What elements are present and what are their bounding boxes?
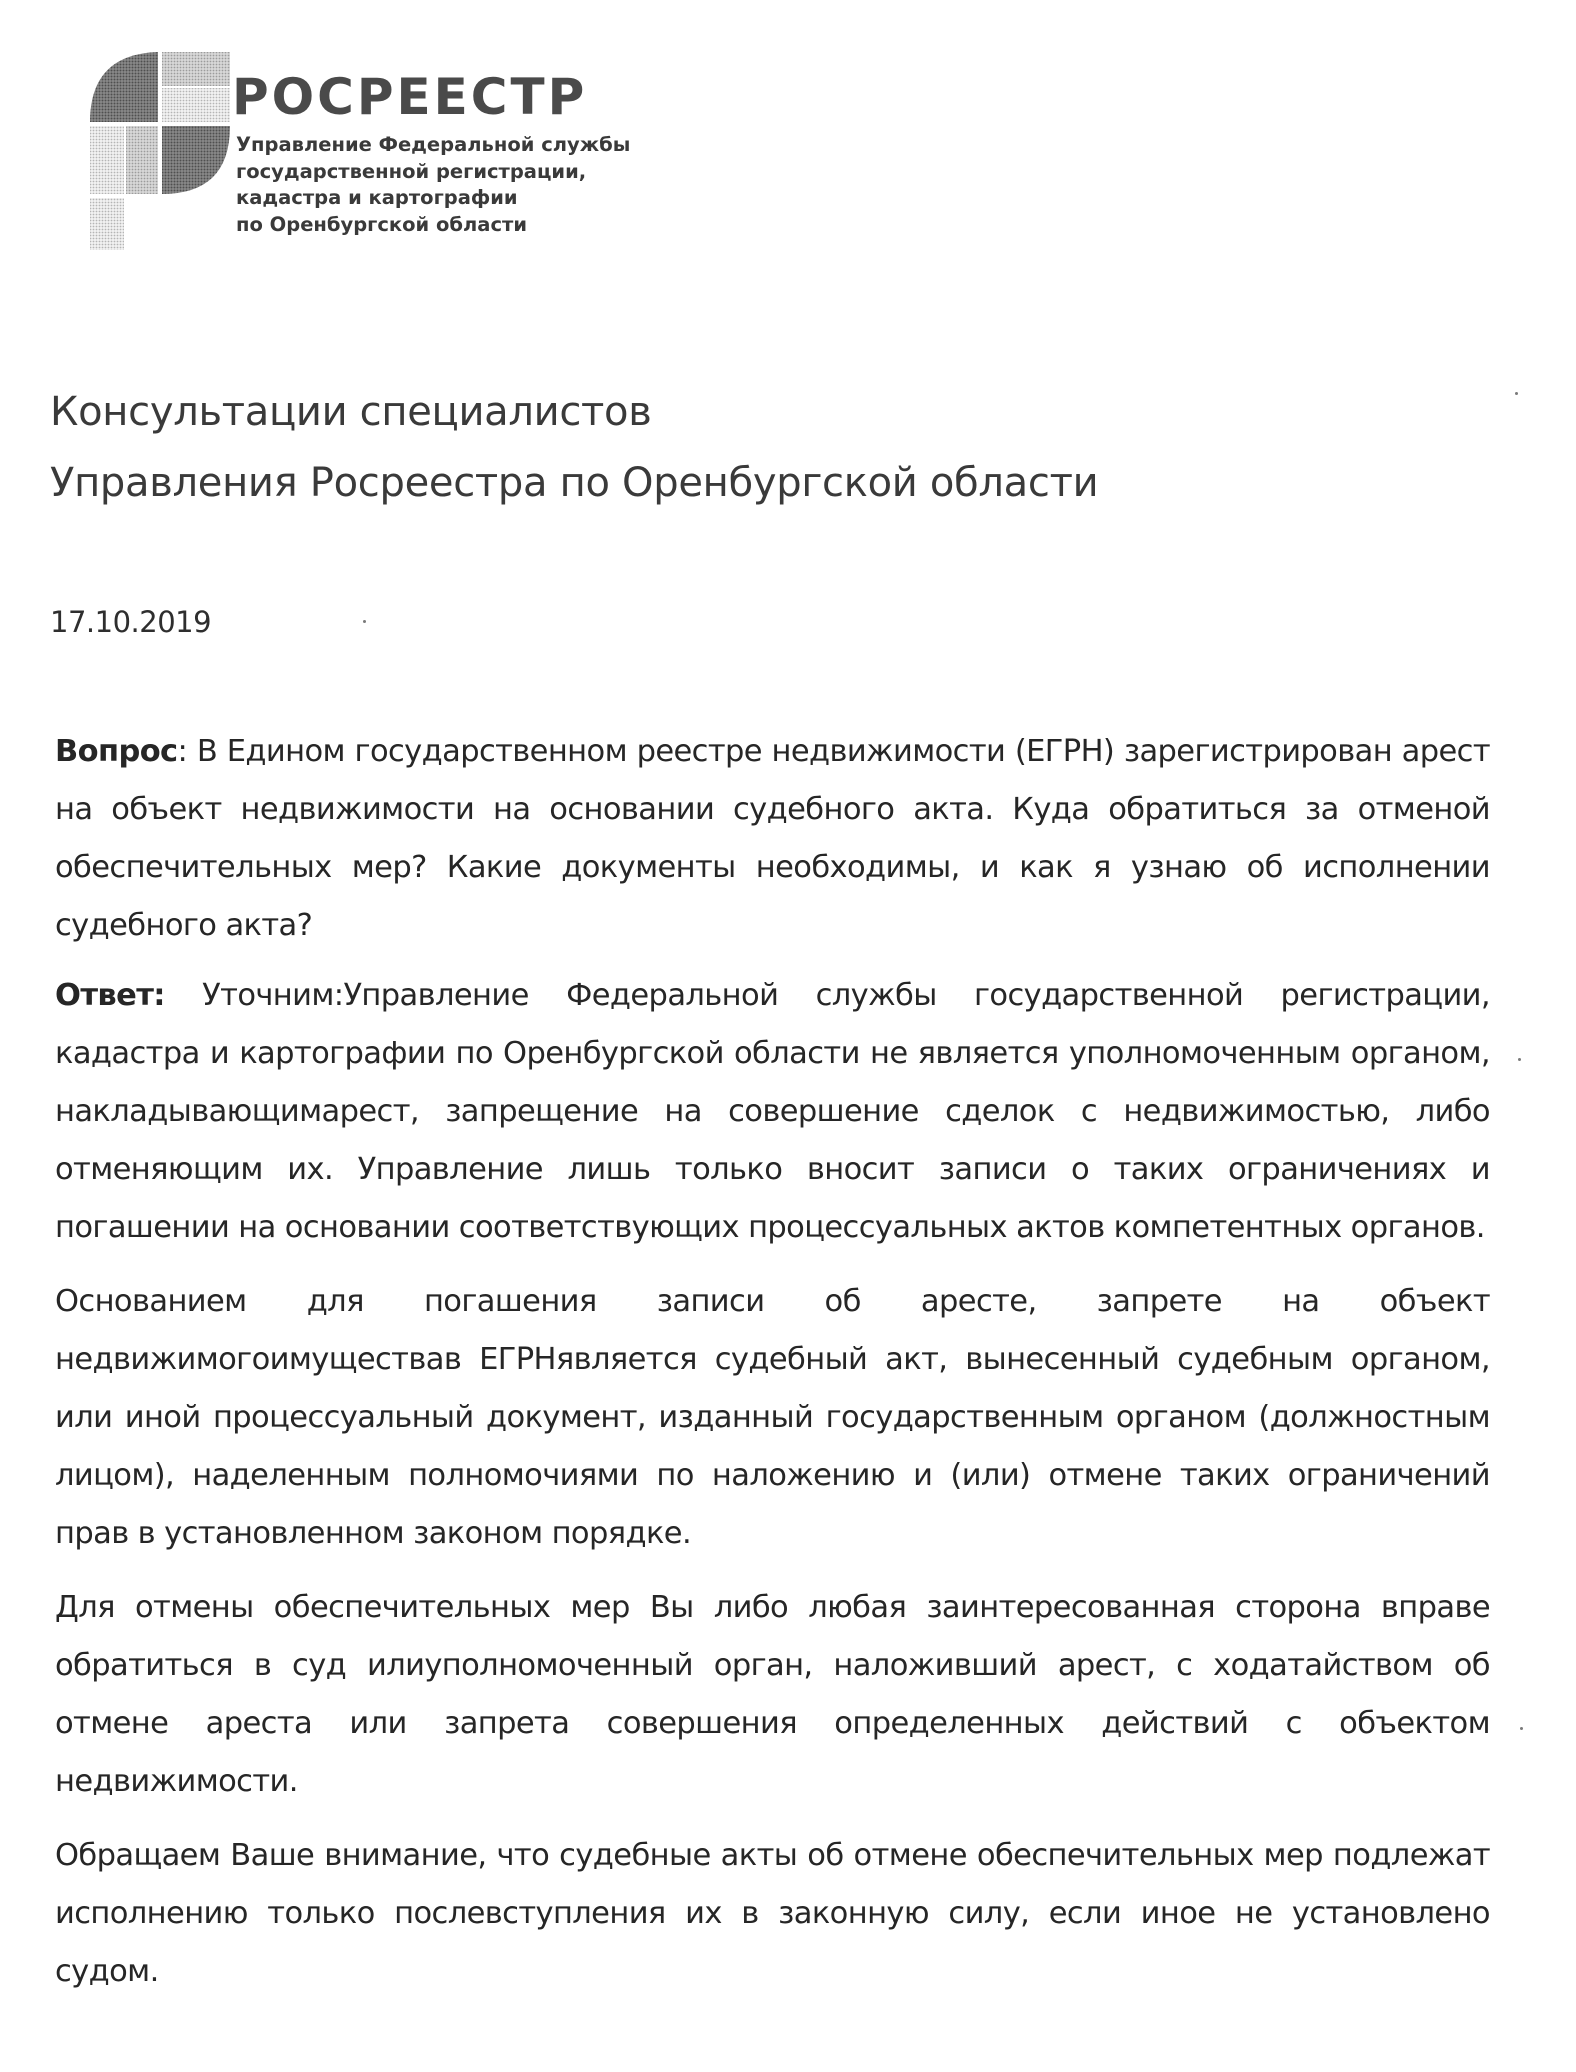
org-line: кадастра и картографии	[236, 186, 518, 209]
scan-speck	[363, 620, 366, 623]
organization-name	[236, 132, 630, 238]
scan-speck	[1520, 1727, 1523, 1730]
body-paragraph: Для отмены обеспечительных мер Вы либо любая заинтересованная сторона вправе обратиться в суд илиуполномоченный орган, наложивший арест, с ходатайством об отмене ареста или запрета совершения определенных действий с объектом недвижимости.	[55, 1590, 1490, 1799]
title-line-1: Консультации специалистов	[50, 389, 652, 435]
title-line-2: Управления Росреестра по Оренбургской области	[50, 460, 1099, 506]
question-label: Вопрос	[55, 734, 178, 769]
question-paragraph	[55, 723, 1490, 955]
org-line: по Оренбургской области	[236, 212, 527, 236]
header-logo-block	[86, 48, 706, 258]
question-text: : В Едином государственном реестре недвижимости (ЕГРН) зарегистрирован арест на объект недвижимости на основании судебного акта. Куда обратиться за отменой обеспечительных мер? Какие документы необходимы, и как я узнаю об исполнении судебного акта?	[55, 734, 1490, 943]
page-title	[50, 377, 1098, 519]
document-body	[55, 723, 1490, 2017]
rosreestr-logo-icon	[86, 48, 236, 254]
answer-label: Ответ:	[55, 978, 165, 1013]
brand-name: РОСРЕЕСТР	[232, 68, 588, 126]
answer-paragraph	[55, 967, 1490, 1257]
answer-text: Уточним:Управление Федеральной службы государственной регистрации, кадастра и картографии по Оренбургской области не является уполномоченным органом, накладывающимарест, запрещение на совершение сделок с недвижимостью, либо отменяющим их. Управление лишь только вносит записи о таких ограничениях и погашении на основании соответствующих процессуальных актов компетентных органов.	[55, 978, 1490, 1245]
body-paragraph: Основанием для погашения записи об аресте, запрете на объект недвижимогоимуществав ЕГРНявляется судебный акт, вынесенный судебным органом, или иной процессуальный документ, изданный государственным органом (должностным лицом), наделенным полномочиями по наложению и (или) отмене таких ограничений прав в установленном законом порядке.	[55, 1284, 1490, 1551]
scan-speck	[1518, 1058, 1521, 1061]
org-line: Управление Федеральной службы	[236, 133, 631, 156]
scan-speck	[1515, 392, 1518, 395]
org-line: государственной регистрации,	[236, 159, 587, 183]
document-date: 17.10.2019	[50, 605, 212, 639]
body-paragraph: Обращаем Ваше внимание, что судебные акты об отмене обеспечительных мер подлежат исполнению только послевступления их в законную силу, если иное не установлено судом.	[55, 1838, 1490, 1989]
